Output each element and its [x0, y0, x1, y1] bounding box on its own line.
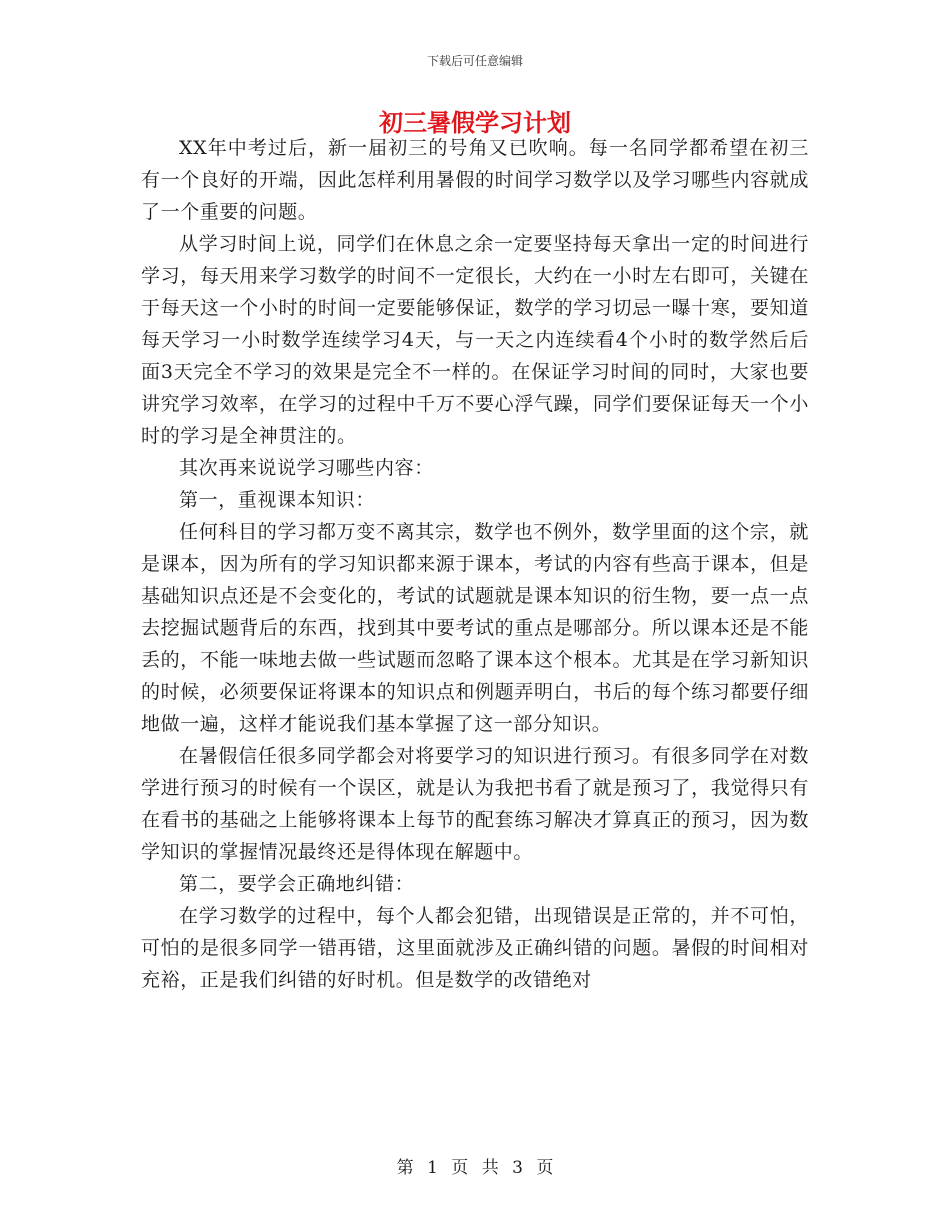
paragraph: 在暑假信任很多同学都会对将要学习的知识进行预习。有很多同学在对数学进行预习的时候有一个误区，就是认为我把书看了就是预习了，我觉得只有在看书的基础之上能够将课本上每节的配套练习解决才算真正的预习，因为数学知识的掌握情况最终还是得体现在解题中。 [141, 745, 809, 863]
paragraph: XX年中考过后，新一届初三的号角又已吹响。每一名同学都希望在初三有一个良好的开端，因此怎样利用暑假的时间学习数学以及学习哪些内容就成了一个重要的问题。 [141, 137, 809, 223]
paragraph: 其次再来说说学习哪些内容： [179, 457, 434, 479]
section-heading: 第一，重视课本知识： [179, 489, 376, 511]
page-header-note: 下载后可任意编辑 [426, 54, 523, 68]
document-body [141, 132, 809, 996]
section-heading: 第二，要学会正确地纠错： [179, 873, 415, 895]
paragraph: 任何科目的学习都万变不离其宗，数学也不例外，数学里面的这个宗，就是课本，因为所有的学习知识都来源于课本，考试的内容有些高于课本，但是基础知识点还是不会变化的，考试的试题就是课本知识的衍生物，要一点一点去挖掘试题背后的东西，找到其中要考试的重点是哪部分。所以课本还是不能丢的，不能一味地去做一些试题而忽略了课本这个根本。尤其是在学习新知识的时候，必须要保证将课本的知识点和例题弄明白，书后的每个练习都要仔细地做一遍，这样才能说我们基本掌握了这一部分知识。 [141, 521, 809, 735]
paragraph: 从学习时间上说，同学们在休息之余一定要坚持每天拿出一定的时间进行学习，每天用来学习数学的时间不一定很长，大约在一小时左右即可，关键在于每天这一个小时的时间一定要能够保证，数学的学习切忌一曝十寒，要知道每天学习一小时数学连续学习4天，与一天之内连续看4个小时的数学然后后面3天完全不学习的效果是完全不一样的。在保证学习时间的同时，大家也要讲究学习效率，在学习的过程中千万不要心浮气躁，同学们要保证每天一个小时的学习是全神贯注的。 [141, 233, 809, 447]
document-title: 初三暑假学习计划 [379, 108, 571, 137]
paragraph: 在学习数学的过程中，每个人都会犯错，出现错误是正常的，并不可怕，可怕的是很多同学一错再错，这里面就涉及正确纠错的问题。暑假的时间相对充裕，正是我们纠错的好时机。但是数学的改错绝对 [141, 905, 809, 991]
page-number-footer: 第 1 页 共 3 页 [396, 1158, 554, 1178]
